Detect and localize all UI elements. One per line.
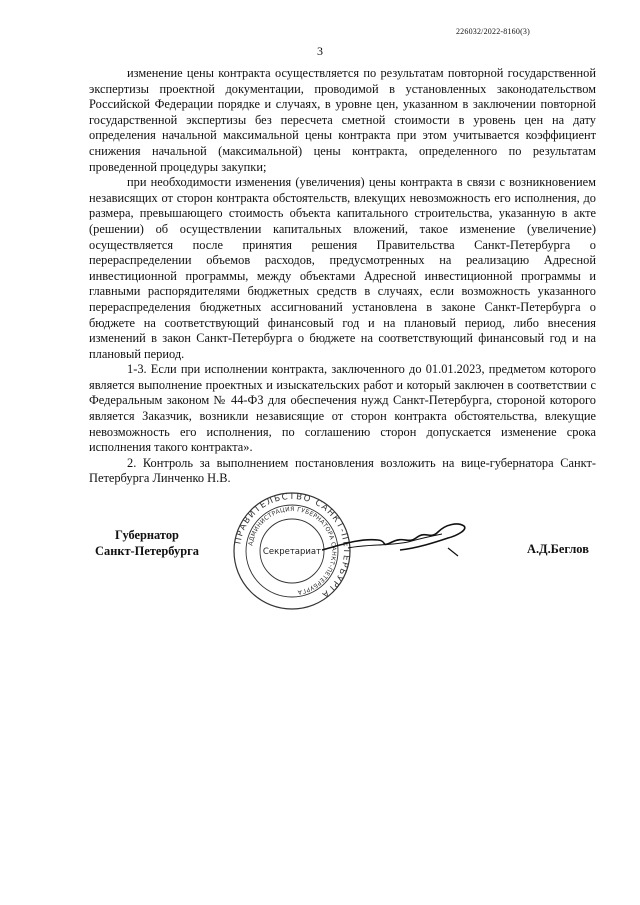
page-number: 3: [317, 44, 323, 58]
paragraph-control: 2. Контроль за выполнением постановления возложить на вице-губернатора Санкт-Петербурга Линченко Н.В.: [89, 455, 596, 486]
handwritten-signature: [318, 508, 478, 568]
signatory-title: [89, 527, 205, 559]
paragraph-1-3: 1-3. Если при исполнении контракта, заключенного до 01.01.2023, предметом которого является выполнение проектных и изыскательских работ и который заключен в соответствии с Федеральным законом № 44-ФЗ для обеспечения нужд Санкт-Петербурга, стороной которого является Заказчик, возникли независящие от сторон контракта обстоятельства, влекущие невозможность его исполнения, по соглашению сторон допускается изменение срока исполнения такого контракта».: [89, 362, 596, 455]
paragraph-price-increase: при необходимости изменения (увеличения) цены контракта в связи с возникновением независящих от сторон контракта обстоятельств, влекущих невозможность его исполнения, до размера, превышающего стоимость объекта капитального строительства, указанную в акте (решении) об осуществлении капитальных вложений, такое изменение (увеличение) осуществляется после принятия решения Правительства Санкт-Петербурга о перераспределении объемов расходов, предусмотренных на реализацию Адресной инвестиционной программы, между объектами Адресной инвестиционной программы и главными распорядителями бюджетных средств в случаях, если возможность указанного перераспределения бюджетных ассигнований установлена в законе Санкт-Петербурга о бюджете на соответствующий финансовый год и на плановый период, либо внесения изменений в закон Санкт-Петербурга о бюджете на соответствующий финансовый год и на плановый период.: [89, 175, 596, 361]
document-number: 226032/2022-8160(3): [455, 27, 530, 36]
stamp-inner-text: АДМИНИСТРАЦИЯ ГУБЕРНАТОРА САНКТ-ПЕТЕРБУРГА: [247, 505, 338, 596]
stamp-outer-text: ПРАВИТЕЛЬСТВО САНКТ-ПЕТЕРБУРГА: [233, 491, 352, 601]
paragraph-price-change-expertise: изменение цены контракта осуществляется по результатам повторной государственной экспертизы проектной документации, проводимой в установленных законодательством Российской Федерации порядке и случаях, в уровне цен, указанном в заключении повторной государственной экспертизы без пересчета сметной стоимости в уровень цен на дату определения начальной максимальной цены контракта при этом учитывается коэффициент снижения начальной (максимальной) цены контракта, определенного по результатам проведенной процедуры закупки;: [89, 66, 596, 174]
signatory-title-line2: Санкт-Петербурга: [95, 544, 199, 558]
document-body: [89, 66, 596, 487]
signatory-title-line1: Губернатор: [115, 528, 179, 542]
stamp-center-text: Секретариат: [262, 547, 322, 557]
signatory-name: А.Д.Беглов: [527, 542, 589, 556]
